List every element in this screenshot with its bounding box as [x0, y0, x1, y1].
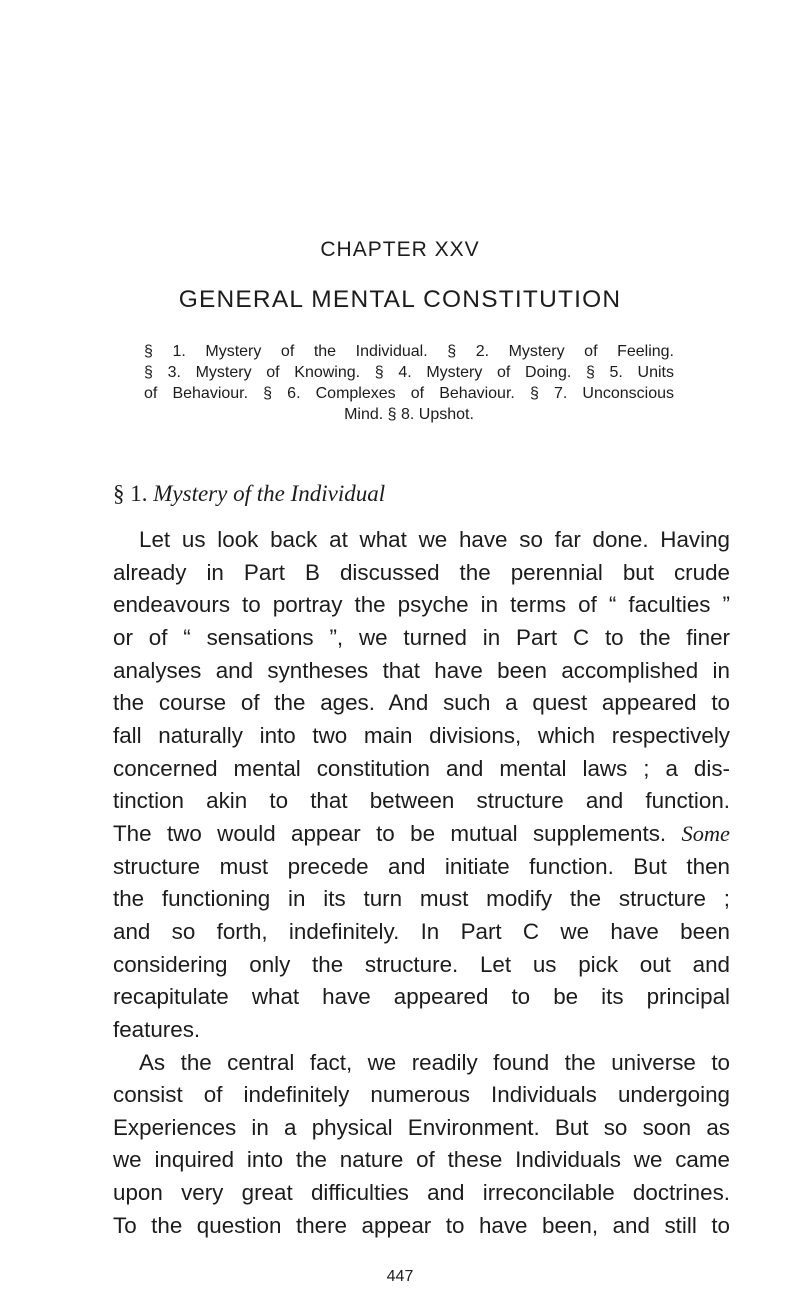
text-line: considering only the structure. Let us pick out and — [113, 951, 730, 977]
text-line: or of “ sensations ”, we turned in Part C to the finer — [113, 624, 730, 650]
chapter-label: CHAPTER XXV — [320, 238, 480, 261]
text-line: Let us look back at what we have so far done. Having — [139, 527, 730, 552]
text-line: the functioning in its turn must modify the structure ; — [113, 886, 730, 912]
text-line — [113, 818, 730, 851]
text-line: Experiences in a physical Environment. But so soon as — [113, 1114, 730, 1140]
page-number: 447 — [386, 1268, 414, 1285]
synopsis-line: Mind. § 8. Upshot. — [344, 406, 474, 423]
text-line: concerned mental constitution and mental laws ; a dis- — [113, 755, 730, 781]
text-line: endeavours to portray the psyche in terms of “ faculties ” — [113, 592, 730, 618]
synopsis-line: § 1. Mystery of the Individual. § 2. Mystery of Feeling. — [144, 343, 674, 360]
emphasized-word: Some — [681, 820, 730, 846]
text-line: we inquired into the nature of these Individuals we came — [113, 1147, 730, 1173]
section-heading — [113, 481, 385, 507]
paragraph-2 — [113, 1047, 730, 1243]
text-line: consist of indefinitely numerous Individuals undergoing — [113, 1082, 730, 1108]
text-line: features. — [113, 1016, 201, 1042]
text-line: already in Part B discussed the perennial but crude — [113, 559, 730, 585]
text-line: As the central fact, we readily found the universe to — [139, 1049, 730, 1075]
text-line: structure must precede and initiate function. But then — [113, 853, 730, 879]
text-line: tinction akin to that between structure and function. — [113, 788, 730, 814]
text-segment: The two would appear to be mutual supplements. — [113, 820, 667, 846]
section-title: Mystery of the Individual — [153, 481, 386, 506]
text-line: fall naturally into two main divisions, which respectively — [113, 722, 730, 748]
text-line: the course of the ages. And such a quest appeared to — [113, 690, 730, 716]
text-line: To the question there appear to have been, and still to — [113, 1212, 730, 1238]
paragraph-1 — [113, 524, 730, 1047]
chapter-title: GENERAL MENTAL CONSTITUTION — [178, 286, 622, 313]
text-line: analyses and syntheses that have been accomplished in — [113, 657, 730, 683]
body-text — [113, 524, 730, 1242]
synopsis-line: § 3. Mystery of Knowing. § 4. Mystery of Doing. § 5. Units — [144, 364, 674, 381]
section-number: § 1. — [113, 481, 148, 506]
text-line: upon very great difficulties and irreconcilable doctrines. — [113, 1180, 730, 1206]
synopsis-line: of Behaviour. § 6. Complexes of Behaviour. § 7. Unconscious — [144, 385, 674, 402]
text-line: recapitulate what have appeared to be its principal — [113, 984, 730, 1010]
chapter-synopsis — [144, 341, 674, 425]
text-line: and so forth, indefinitely. In Part C we have been — [113, 918, 730, 944]
